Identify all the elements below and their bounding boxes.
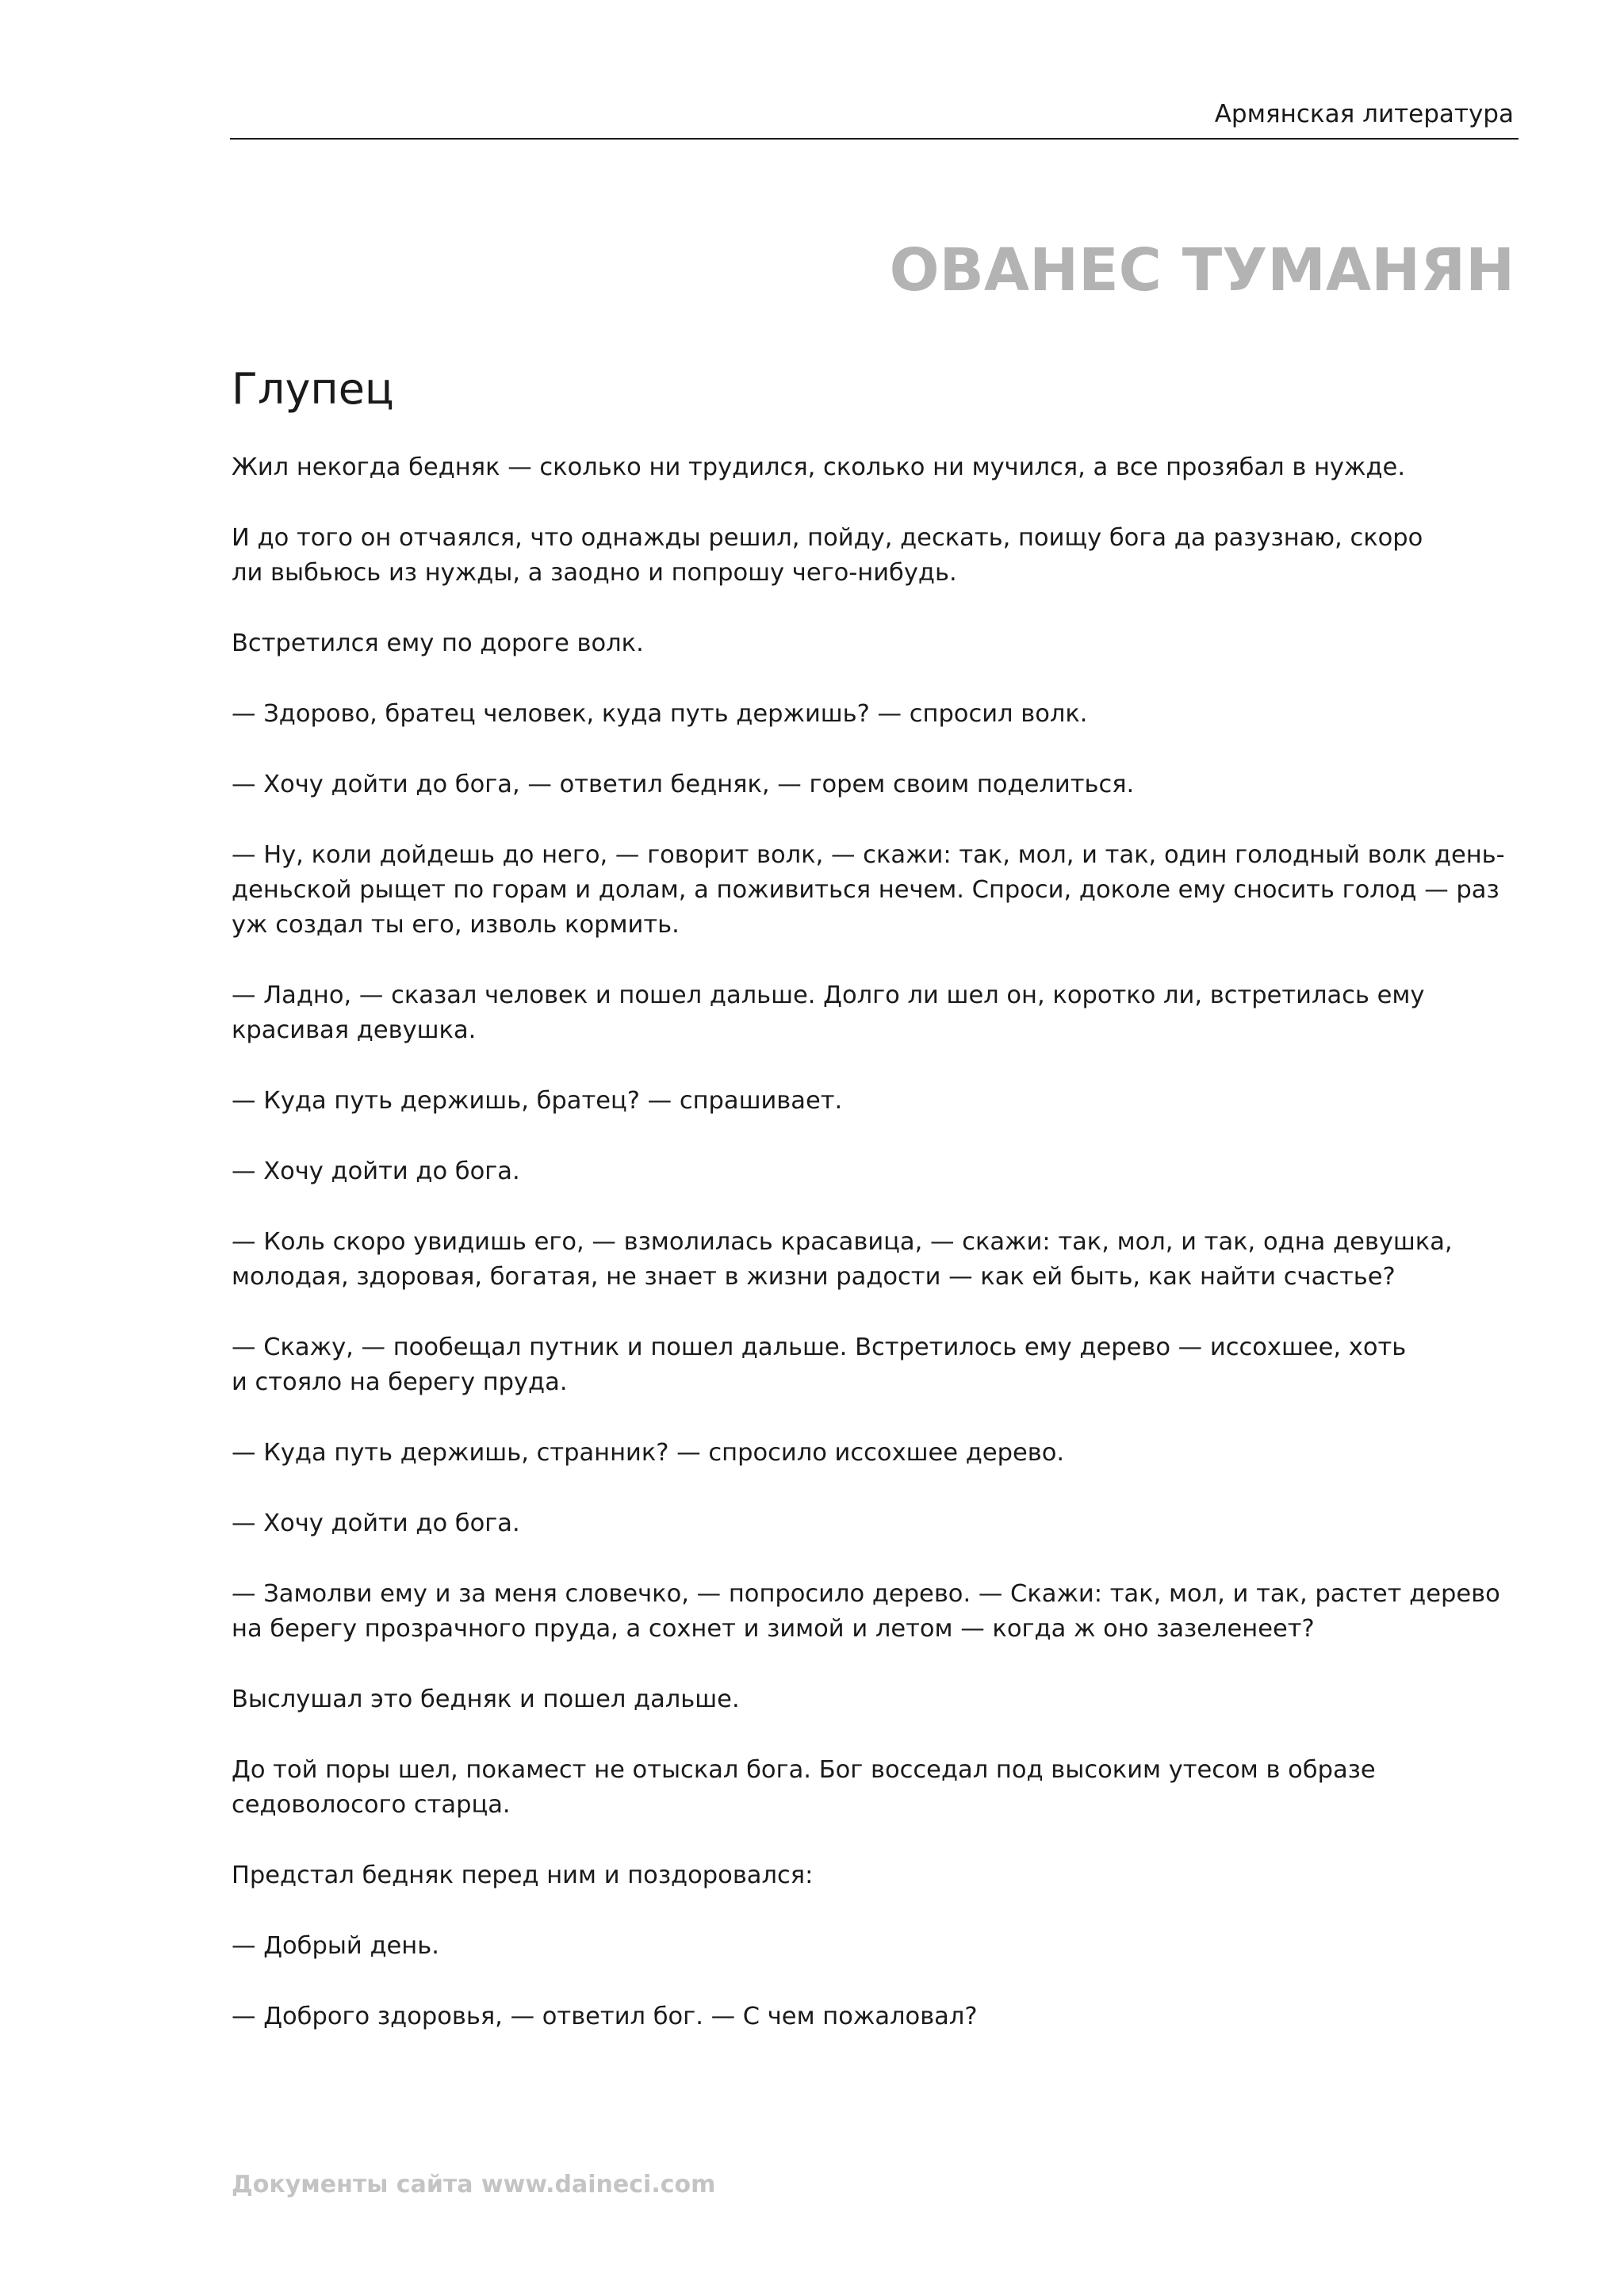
section-title: Армянская литература xyxy=(1214,100,1514,128)
paragraph: — Замолви ему и за меня словечко, — попросило дерево. — Скажи: так, мол, и так, растет дерево на берегу прозрачного пруда, а сохнет и зимой и летом — когда ж оно зазеленеет? xyxy=(232,1580,1500,1643)
paragraph: — Хочу дойти до бога. xyxy=(232,1510,520,1537)
paragraph: — Добрый день. xyxy=(232,1932,439,1960)
paragraph: Жил некогда бедняк — сколько ни трудился, сколько ни мучился, а все прозябал в нужде. xyxy=(232,453,1406,481)
paragraph: — Скажу, — пообещал путник и пошел дальше. Встретилось ему дерево — иссохшее, хоть и стояло на берегу пруда. xyxy=(232,1334,1407,1396)
paragraph: — Здорово, братец человек, куда путь держишь? — спросил волк. xyxy=(232,700,1088,728)
page-footer: Документы сайта www.daineci.com xyxy=(232,2171,716,2198)
paragraph: — Ладно, — сказал человек и пошел дальше. Долго ли шел он, коротко ли, встретилась ему красивая девушка. xyxy=(232,982,1425,1044)
paragraph: И до того он отчаялся, что однажды решил, пойду, дескать, поищу бога да разузнаю, скоро ли выбьюсь из нужды, а заодно и попрошу чего-нибудь. xyxy=(232,524,1423,587)
story-body xyxy=(232,450,1516,2070)
paragraph: — Хочу дойти до бога, — ответил бедняк, — горем своим поделиться. xyxy=(232,771,1135,798)
paragraph: Встретился ему по дороге волк. xyxy=(232,629,644,657)
paragraph: — Куда путь держишь, странник? — спросило иссохшее дерево. xyxy=(232,1439,1065,1467)
paragraph: — Коль скоро увидишь его, — взмолилась красавица, — скажи: так, мол, и так, одна девушка, молодая, здоровая, богатая, не знает в жизни радости — как ей быть, как найти счастье? xyxy=(232,1228,1453,1291)
page-header xyxy=(230,92,1519,140)
story-title: Глупец xyxy=(232,364,394,414)
paragraph: До той поры шел, покамест не отыскал бога. Бог восседал под высоким утесом в образе седоволосого старца. xyxy=(232,1756,1376,1819)
paragraph: — Доброго здоровья, — ответил бог. — С чем пожаловал? xyxy=(232,2003,978,2030)
paragraph: — Хочу дойти до бога. xyxy=(232,1158,520,1185)
paragraph: Выслушал это бедняк и пошел дальше. xyxy=(232,1686,740,1713)
paragraph: Предстал бедняк перед ним и поздоровался: xyxy=(232,1862,814,1889)
author-name: ОВАНЕС ТУМАНЯН xyxy=(889,236,1515,304)
paragraph: — Ну, коли дойдешь до него, — говорит волк, — скажи: так, мол, и так, один голодный волк день- деньской рыщет по горам и долам, а поживиться нечем. Спроси, доколе ему сносить голод — раз уж создал ты его, изволь кормить. xyxy=(232,841,1505,939)
paragraph: — Куда путь держишь, братец? — спрашивает. xyxy=(232,1087,843,1115)
